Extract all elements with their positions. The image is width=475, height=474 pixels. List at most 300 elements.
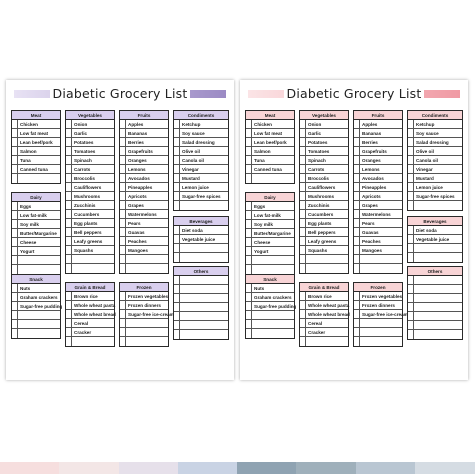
list-item bbox=[66, 319, 114, 328]
item-label: Lemon juice bbox=[182, 184, 209, 190]
item-label: Berries bbox=[128, 139, 144, 145]
section-dairy bbox=[245, 192, 295, 275]
list-item bbox=[246, 138, 294, 147]
section-header: Fruits bbox=[120, 111, 168, 120]
checkbox[interactable] bbox=[12, 311, 18, 320]
list-item bbox=[246, 202, 294, 211]
list-item bbox=[12, 256, 60, 265]
list-item bbox=[66, 328, 114, 337]
list-item bbox=[300, 156, 348, 165]
item-label: Peaches bbox=[362, 238, 381, 244]
checkbox[interactable] bbox=[408, 312, 414, 321]
list-item bbox=[12, 120, 60, 129]
palette-swatch bbox=[59, 462, 119, 474]
list-item bbox=[246, 156, 294, 165]
item-label: Potatoes bbox=[308, 139, 328, 145]
section-header: Frozen bbox=[120, 283, 168, 292]
checkbox[interactable] bbox=[408, 244, 414, 253]
item-label: Canned tuna bbox=[254, 166, 282, 172]
item-label: Cheese bbox=[20, 239, 37, 245]
checkbox[interactable] bbox=[408, 303, 414, 312]
palette-swatch bbox=[178, 462, 238, 474]
checkbox[interactable] bbox=[408, 321, 414, 330]
item-label: Grapefruits bbox=[128, 148, 153, 154]
item-label: Nuts bbox=[20, 285, 31, 291]
list-item bbox=[408, 183, 462, 192]
item-label: Sugar-free pudding bbox=[20, 303, 63, 309]
list-item bbox=[174, 303, 228, 312]
item-label: Squashs bbox=[74, 247, 94, 253]
item-label: Butter/Margarine bbox=[254, 230, 291, 236]
list-item bbox=[300, 337, 348, 346]
checkbox[interactable] bbox=[120, 337, 126, 346]
item-label: Mangoes bbox=[128, 247, 148, 253]
list-item bbox=[66, 156, 114, 165]
item-label: Leafy greens bbox=[74, 238, 103, 244]
checkbox[interactable] bbox=[408, 330, 414, 339]
list-item bbox=[120, 301, 168, 310]
list-item bbox=[354, 292, 402, 301]
list-item bbox=[408, 201, 462, 210]
item-label: Mushrooms bbox=[74, 193, 101, 199]
item-label: Grapes bbox=[362, 202, 378, 208]
list-item bbox=[120, 120, 168, 129]
list-item bbox=[246, 211, 294, 220]
item-label: Diet soda bbox=[416, 227, 437, 233]
item-label: Brown rice bbox=[74, 293, 98, 299]
section-meat bbox=[11, 110, 61, 184]
item-label: Soy sauce bbox=[182, 130, 205, 136]
item-label: Cheese bbox=[254, 239, 271, 245]
item-label: Frozen dinners bbox=[128, 302, 161, 308]
checkbox[interactable] bbox=[174, 276, 180, 285]
checkbox[interactable] bbox=[246, 329, 252, 338]
list-item bbox=[174, 321, 228, 330]
section-condiments bbox=[407, 110, 463, 211]
list-item bbox=[120, 310, 174, 319]
item-label: Sugar-free pudding bbox=[254, 303, 297, 309]
item-label: Vinegar bbox=[416, 166, 433, 172]
checkbox[interactable] bbox=[174, 294, 180, 303]
checkbox[interactable] bbox=[408, 253, 414, 262]
list-item bbox=[120, 165, 168, 174]
item-label: Sugar-free spices bbox=[182, 193, 221, 199]
list-item bbox=[300, 120, 348, 129]
checkbox[interactable] bbox=[408, 201, 414, 210]
list-item bbox=[120, 228, 168, 237]
list-item bbox=[408, 138, 462, 147]
list-item bbox=[300, 319, 348, 328]
item-label: Onion bbox=[308, 121, 322, 127]
item-label: Lean beef/pork bbox=[254, 139, 287, 145]
checkbox[interactable] bbox=[12, 320, 18, 329]
section-vegetables bbox=[299, 110, 349, 274]
checkbox[interactable] bbox=[408, 276, 414, 285]
item-label: Vegetable juice bbox=[182, 236, 216, 242]
item-label: Garlic bbox=[74, 130, 88, 136]
grocery-list-sheet-pink bbox=[240, 80, 468, 380]
list-item bbox=[120, 319, 168, 328]
list-item bbox=[354, 310, 408, 319]
item-label: Cracker bbox=[74, 329, 92, 335]
item-label: Low fat-milk bbox=[20, 212, 47, 218]
item-label: Ketchup bbox=[182, 121, 201, 127]
item-label: Egg plants bbox=[308, 220, 332, 226]
item-label: Lemons bbox=[128, 166, 146, 172]
checkbox[interactable] bbox=[246, 256, 252, 265]
list-item bbox=[174, 201, 228, 210]
list-item bbox=[12, 174, 60, 183]
list-item bbox=[354, 165, 402, 174]
list-item bbox=[174, 312, 228, 321]
item-label: Broccolis bbox=[308, 175, 329, 181]
item-label: Yogurt bbox=[254, 248, 269, 254]
section-grain bbox=[65, 282, 115, 347]
list-item bbox=[246, 284, 294, 293]
item-label: Tuna bbox=[254, 157, 265, 163]
item-label: Graham crackers bbox=[20, 294, 58, 300]
item-label: Pears bbox=[362, 220, 375, 226]
list-item bbox=[354, 174, 402, 183]
item-label: Avocados bbox=[128, 175, 150, 181]
item-label: Salmon bbox=[20, 148, 37, 154]
list-item bbox=[12, 147, 60, 156]
item-label: Pineapples bbox=[128, 184, 153, 190]
list-item bbox=[120, 138, 168, 147]
item-label: Whole wheat pasta bbox=[74, 302, 116, 308]
section-header: Frozen bbox=[354, 283, 402, 292]
list-item bbox=[354, 201, 402, 210]
item-label: Sugar-free ice-cream bbox=[128, 311, 174, 317]
item-label: Onion bbox=[74, 121, 88, 127]
checkbox[interactable] bbox=[12, 265, 18, 274]
list-item bbox=[120, 237, 168, 246]
checkbox[interactable] bbox=[66, 255, 72, 264]
list-item bbox=[408, 147, 462, 156]
list-item bbox=[354, 237, 402, 246]
list-item bbox=[408, 330, 462, 339]
list-item bbox=[66, 129, 114, 138]
list-item bbox=[408, 303, 462, 312]
item-label: Low fat meat bbox=[20, 130, 49, 136]
list-item bbox=[120, 292, 168, 301]
list-item bbox=[246, 129, 294, 138]
section-vegetables bbox=[65, 110, 115, 274]
checkbox[interactable] bbox=[354, 319, 360, 328]
list-item bbox=[174, 226, 228, 235]
list-item bbox=[408, 120, 462, 129]
item-label: Salmon bbox=[254, 148, 271, 154]
section-header: Grain & Bread bbox=[66, 283, 114, 292]
list-item bbox=[300, 138, 348, 147]
list-item bbox=[66, 255, 114, 264]
item-label: Whole wheat pasta bbox=[308, 302, 350, 308]
list-item bbox=[408, 294, 462, 303]
item-label: Cereal bbox=[74, 320, 89, 326]
list-item bbox=[120, 192, 168, 201]
list-item bbox=[354, 147, 402, 156]
list-item bbox=[66, 228, 114, 237]
checkbox[interactable] bbox=[408, 294, 414, 303]
page-title-text: Diabetic Grocery List bbox=[284, 86, 425, 101]
item-label: Chicken bbox=[20, 121, 38, 127]
list-item bbox=[354, 192, 402, 201]
section-snack bbox=[245, 274, 295, 339]
list-item bbox=[12, 211, 60, 220]
item-label: Tomatoes bbox=[74, 148, 96, 154]
list-item bbox=[66, 174, 114, 183]
section-header: Beverages bbox=[174, 217, 228, 226]
item-label: Tomatoes bbox=[308, 148, 330, 154]
section-snack bbox=[11, 274, 61, 339]
checkbox[interactable] bbox=[174, 321, 180, 330]
list-item bbox=[300, 228, 348, 237]
checkbox[interactable] bbox=[66, 337, 72, 346]
checkbox[interactable] bbox=[174, 330, 180, 339]
item-label: Cereal bbox=[308, 320, 323, 326]
item-label: Cauliflowers bbox=[308, 184, 336, 190]
section-header: Condiments bbox=[408, 111, 462, 120]
checkbox[interactable] bbox=[174, 312, 180, 321]
list-item bbox=[12, 202, 60, 211]
list-item bbox=[354, 138, 402, 147]
checkbox[interactable] bbox=[246, 174, 252, 183]
list-item bbox=[66, 165, 114, 174]
item-label: Squashs bbox=[308, 247, 328, 253]
list-item bbox=[174, 129, 228, 138]
list-item bbox=[246, 220, 294, 229]
item-label: Cucumbers bbox=[74, 211, 100, 217]
section-header: Fruits bbox=[354, 111, 402, 120]
list-item bbox=[246, 302, 297, 311]
checkbox[interactable] bbox=[300, 337, 306, 346]
item-label: Lemons bbox=[362, 166, 380, 172]
list-item bbox=[174, 156, 228, 165]
item-label: Olive oil bbox=[416, 148, 434, 154]
item-label: Broccolis bbox=[74, 175, 95, 181]
list-item bbox=[354, 183, 402, 192]
item-label: Apricots bbox=[362, 193, 381, 199]
section-grain bbox=[299, 282, 349, 347]
list-item bbox=[174, 276, 228, 285]
item-label: Oranges bbox=[128, 157, 147, 163]
list-item bbox=[12, 220, 60, 229]
checkbox[interactable] bbox=[174, 244, 180, 253]
item-label: Salad dressing bbox=[182, 139, 215, 145]
item-label: Eggs bbox=[20, 203, 32, 209]
item-label: Nuts bbox=[254, 285, 265, 291]
item-label: Zucchinis bbox=[308, 202, 330, 208]
list-item bbox=[300, 328, 348, 337]
item-label: Salad dressing bbox=[416, 139, 449, 145]
checkbox[interactable] bbox=[300, 255, 306, 264]
list-item bbox=[300, 165, 348, 174]
item-label: Spinach bbox=[74, 157, 92, 163]
palette-swatch bbox=[356, 462, 416, 474]
list-item bbox=[174, 244, 228, 253]
list-item bbox=[354, 129, 402, 138]
list-item bbox=[66, 301, 114, 310]
item-label: Soy sauce bbox=[416, 130, 439, 136]
list-item bbox=[12, 247, 60, 256]
list-item bbox=[300, 210, 348, 219]
palette-swatch bbox=[237, 462, 297, 474]
checkbox[interactable] bbox=[12, 256, 18, 265]
section-condiments bbox=[173, 110, 229, 211]
list-item bbox=[408, 174, 462, 183]
checkbox[interactable] bbox=[246, 320, 252, 329]
list-item bbox=[246, 229, 294, 238]
item-label: Watermelons bbox=[128, 211, 157, 217]
checkbox[interactable] bbox=[12, 329, 18, 338]
list-item bbox=[12, 265, 60, 274]
list-item bbox=[246, 311, 294, 320]
list-item bbox=[66, 201, 114, 210]
list-item bbox=[120, 129, 168, 138]
list-item bbox=[300, 310, 348, 319]
section-frozen bbox=[119, 282, 174, 347]
checkbox[interactable] bbox=[12, 174, 18, 183]
list-item bbox=[408, 165, 462, 174]
checkbox[interactable] bbox=[246, 311, 252, 320]
checkbox[interactable] bbox=[120, 264, 126, 273]
item-label: Apples bbox=[362, 121, 378, 127]
item-label: Canola oil bbox=[182, 157, 204, 163]
list-item bbox=[300, 264, 348, 273]
list-item bbox=[66, 147, 114, 156]
item-label: Tuna bbox=[20, 157, 31, 163]
item-label: Bell peppers bbox=[308, 229, 336, 235]
list-item bbox=[408, 129, 462, 138]
list-item bbox=[300, 237, 348, 246]
list-item bbox=[408, 321, 462, 330]
list-item bbox=[120, 201, 168, 210]
section-others bbox=[173, 266, 229, 340]
section-header: Dairy bbox=[246, 193, 294, 202]
list-item bbox=[174, 174, 228, 183]
checkbox[interactable] bbox=[354, 255, 360, 264]
checkbox[interactable] bbox=[120, 319, 126, 328]
list-item bbox=[12, 284, 60, 293]
list-item bbox=[408, 156, 462, 165]
list-item bbox=[120, 328, 168, 337]
list-item bbox=[300, 147, 348, 156]
list-item bbox=[66, 192, 114, 201]
item-label: Watermelons bbox=[362, 211, 391, 217]
item-label: Bananas bbox=[128, 130, 148, 136]
list-item bbox=[66, 337, 114, 346]
list-item bbox=[354, 301, 402, 310]
item-label: Chicken bbox=[254, 121, 272, 127]
list-item bbox=[120, 147, 168, 156]
item-label: Frozen vegetables bbox=[362, 293, 403, 299]
palette-swatch bbox=[0, 462, 60, 474]
item-label: Pineapples bbox=[362, 184, 387, 190]
list-item bbox=[12, 229, 60, 238]
list-item bbox=[174, 294, 228, 303]
checkbox[interactable] bbox=[174, 253, 180, 262]
list-item bbox=[354, 228, 402, 237]
list-item bbox=[12, 302, 63, 311]
checkbox[interactable] bbox=[174, 303, 180, 312]
list-item bbox=[300, 246, 348, 255]
list-item bbox=[66, 246, 114, 255]
section-header: Grain & Bread bbox=[300, 283, 348, 292]
section-header: Others bbox=[174, 267, 228, 276]
list-item bbox=[12, 311, 60, 320]
checkbox[interactable] bbox=[174, 201, 180, 210]
list-item bbox=[408, 226, 462, 235]
item-label: Potatoes bbox=[74, 139, 94, 145]
list-item bbox=[300, 255, 348, 264]
item-label: Spinach bbox=[308, 157, 326, 163]
item-label: Olive oil bbox=[182, 148, 200, 154]
list-item bbox=[12, 129, 60, 138]
section-dairy bbox=[11, 192, 61, 275]
checkbox[interactable] bbox=[354, 337, 360, 346]
list-item bbox=[354, 156, 402, 165]
item-label: Whole wheat bread bbox=[308, 311, 350, 317]
list-item bbox=[174, 183, 228, 192]
list-item bbox=[408, 312, 462, 321]
section-header: Vegetables bbox=[66, 111, 114, 120]
section-header: Snack bbox=[246, 275, 294, 284]
checkbox[interactable] bbox=[120, 255, 126, 264]
item-label: Soy milk bbox=[20, 221, 39, 227]
list-item bbox=[174, 120, 228, 129]
list-item bbox=[120, 210, 168, 219]
item-label: Brown rice bbox=[308, 293, 332, 299]
item-label: Soy milk bbox=[254, 221, 273, 227]
list-item bbox=[246, 120, 294, 129]
list-item bbox=[174, 253, 228, 262]
list-item bbox=[12, 138, 60, 147]
item-label: Vegetable juice bbox=[416, 236, 450, 242]
section-fruits bbox=[353, 110, 403, 274]
section-beverages bbox=[173, 216, 229, 263]
item-label: Mangoes bbox=[362, 247, 382, 253]
list-item bbox=[120, 337, 168, 346]
palette-swatch bbox=[415, 462, 475, 474]
checkbox[interactable] bbox=[408, 285, 414, 294]
checkbox[interactable] bbox=[174, 285, 180, 294]
list-item bbox=[66, 120, 114, 129]
item-label: Grapefruits bbox=[362, 148, 387, 154]
checkbox[interactable] bbox=[300, 264, 306, 273]
checkbox[interactable] bbox=[120, 328, 126, 337]
list-item bbox=[354, 255, 402, 264]
item-label: Butter/Margarine bbox=[20, 230, 57, 236]
checkbox[interactable] bbox=[66, 264, 72, 273]
list-item bbox=[354, 120, 402, 129]
list-item bbox=[66, 219, 114, 228]
list-item bbox=[408, 253, 462, 262]
list-item bbox=[246, 329, 294, 338]
item-label: Sugar-free spices bbox=[416, 193, 455, 199]
list-item bbox=[354, 328, 402, 337]
page-title bbox=[240, 86, 468, 101]
checkbox[interactable] bbox=[246, 265, 252, 274]
list-item bbox=[120, 174, 168, 183]
list-item bbox=[354, 337, 402, 346]
checkbox[interactable] bbox=[354, 328, 360, 337]
item-label: Cucumbers bbox=[308, 211, 334, 217]
item-label: Diet soda bbox=[182, 227, 203, 233]
list-item bbox=[300, 183, 348, 192]
list-item bbox=[300, 301, 348, 310]
item-label: Canola oil bbox=[416, 157, 438, 163]
checkbox[interactable] bbox=[354, 264, 360, 273]
